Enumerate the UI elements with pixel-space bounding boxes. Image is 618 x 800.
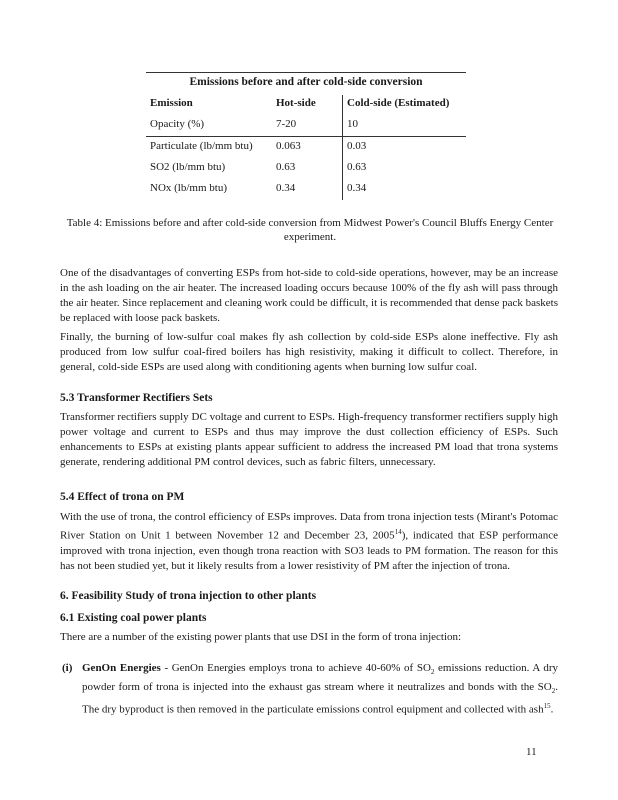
paragraph-trona-effect-b: ), indicated that ESP performance improved with trona injection, even though trona reaction with SO3 leads to PM formation. The reason for this has not been studied yet, but it likely results from a lower resistivity of PM after the injection of trona. — [60, 529, 558, 572]
paragraph-transformer-rectifiers: Transformer rectifiers supply DC voltage and current to ESPs. High-frequency transformer rectifiers supply high power voltage and current to ESPs and thus may improve the dust collection efficiency of ESPs. Such enhancements to ESPs at existing plants appear sufficient to address the increased PM load that trona systems generate, rendering additional PM control devices, such as fabric filters, unnecessary. — [60, 411, 558, 468]
paragraph-low-sulfur: Finally, the burning of low-sulfur coal makes fly ash collection by cold-side ESPs alone ineffective. Fly ash produced from low sulfur coal-fired boilers has high resistivity, making it difficult to collect. Therefore, in general, cold-side ESPs are used along with conditioning agents when burning low sulfur coal. — [60, 331, 558, 373]
list-text-d: . — [550, 704, 554, 717]
list-sub: 2 — [430, 668, 435, 677]
table-cell: SO2 (lb/mm btu) — [150, 161, 226, 173]
paragraph-trona-effect — [60, 510, 558, 574]
emissions-table — [146, 72, 466, 200]
list-item-body — [82, 661, 558, 718]
table-title: Emissions before and after cold-side conversion — [146, 72, 466, 89]
section-heading-5-4: 5.4 Effect of trona on PM — [60, 491, 185, 503]
list-item-label: (i) — [62, 662, 73, 674]
section-heading-6: 6. Feasibility Study of trona injection to other plants — [60, 590, 317, 602]
table-cell: 0.063 — [272, 137, 343, 159]
table-cell: 0.34 — [272, 179, 343, 200]
list-text-c: . The dry byproduct is then removed in the particulate emissions control equipment and collected with ash — [82, 681, 558, 717]
list-item-title: GenOn Energies — [82, 662, 161, 674]
list-sub-2: 2 — [551, 687, 556, 696]
section-heading-6-1: 6.1 Existing coal power plants — [60, 612, 207, 624]
table-cell: 0.63 — [272, 158, 343, 179]
page-number: 11 — [526, 746, 537, 758]
table-cell: NOx (lb/mm btu) — [150, 182, 227, 194]
paragraph-trona-effect-a: With the use of trona, the control efficiency of ESPs improves. Data from trona injection tests (Mirant's Potomac River Station on Unit 1 between November 12 and December 23, 2005 — [60, 511, 558, 542]
list-text-b: emissions reduction. A dry powder form of trona is injected into the exhaust gas stream where it neutralizes and bonds with the SO — [82, 662, 559, 694]
table-header-emission: Emission — [150, 97, 193, 109]
table-cell: 7-20 — [272, 115, 343, 137]
table-cell: 0.34 — [347, 182, 367, 194]
paragraph-existing-plants: There are a number of the existing power plants that use DSI in the form of trona injection: — [60, 631, 462, 643]
table-cell: 10 — [347, 118, 358, 130]
paragraph-ash-loading: One of the disadvantages of converting ESPs from hot-side to cold-side operations, however, may be an increase in the ash loading on the air heater. The increased loading occurs because 100% of the fly ash will pass through the air heater. Since replacement and cleaning work could be difficult, it is recommended that dense pack baskets be replaced with loose pack baskets. — [60, 267, 558, 324]
table-header-row — [146, 95, 466, 115]
table-cell: 0.03 — [343, 137, 467, 159]
list-text-a: - GenOn Energies employs trona to achieve 40-60% of SO — [160, 662, 431, 674]
table-row — [146, 179, 466, 200]
footnote-ref-14: 14 — [394, 528, 402, 536]
table-cell: Opacity (%) — [150, 118, 205, 130]
table-header-hot-side: Hot-side — [272, 95, 343, 115]
table-row — [146, 115, 466, 137]
table-row — [146, 158, 466, 179]
emissions-table-grid — [146, 95, 466, 200]
footnote-ref-15: 15 — [543, 702, 551, 711]
table-header-cold-side: Cold-side (Estimated) — [347, 97, 450, 109]
list-item — [62, 661, 559, 718]
table-caption: Table 4: Emissions before and after cold-side conversion from Midwest Power's Council Bluffs Energy Center experiment. — [66, 217, 554, 243]
table-cell: Particulate (lb/mm btu) — [146, 137, 272, 159]
table-row — [146, 137, 466, 159]
table-cell: 0.63 — [347, 161, 367, 173]
section-heading-5-3: 5.3 Transformer Rectifiers Sets — [60, 392, 213, 404]
